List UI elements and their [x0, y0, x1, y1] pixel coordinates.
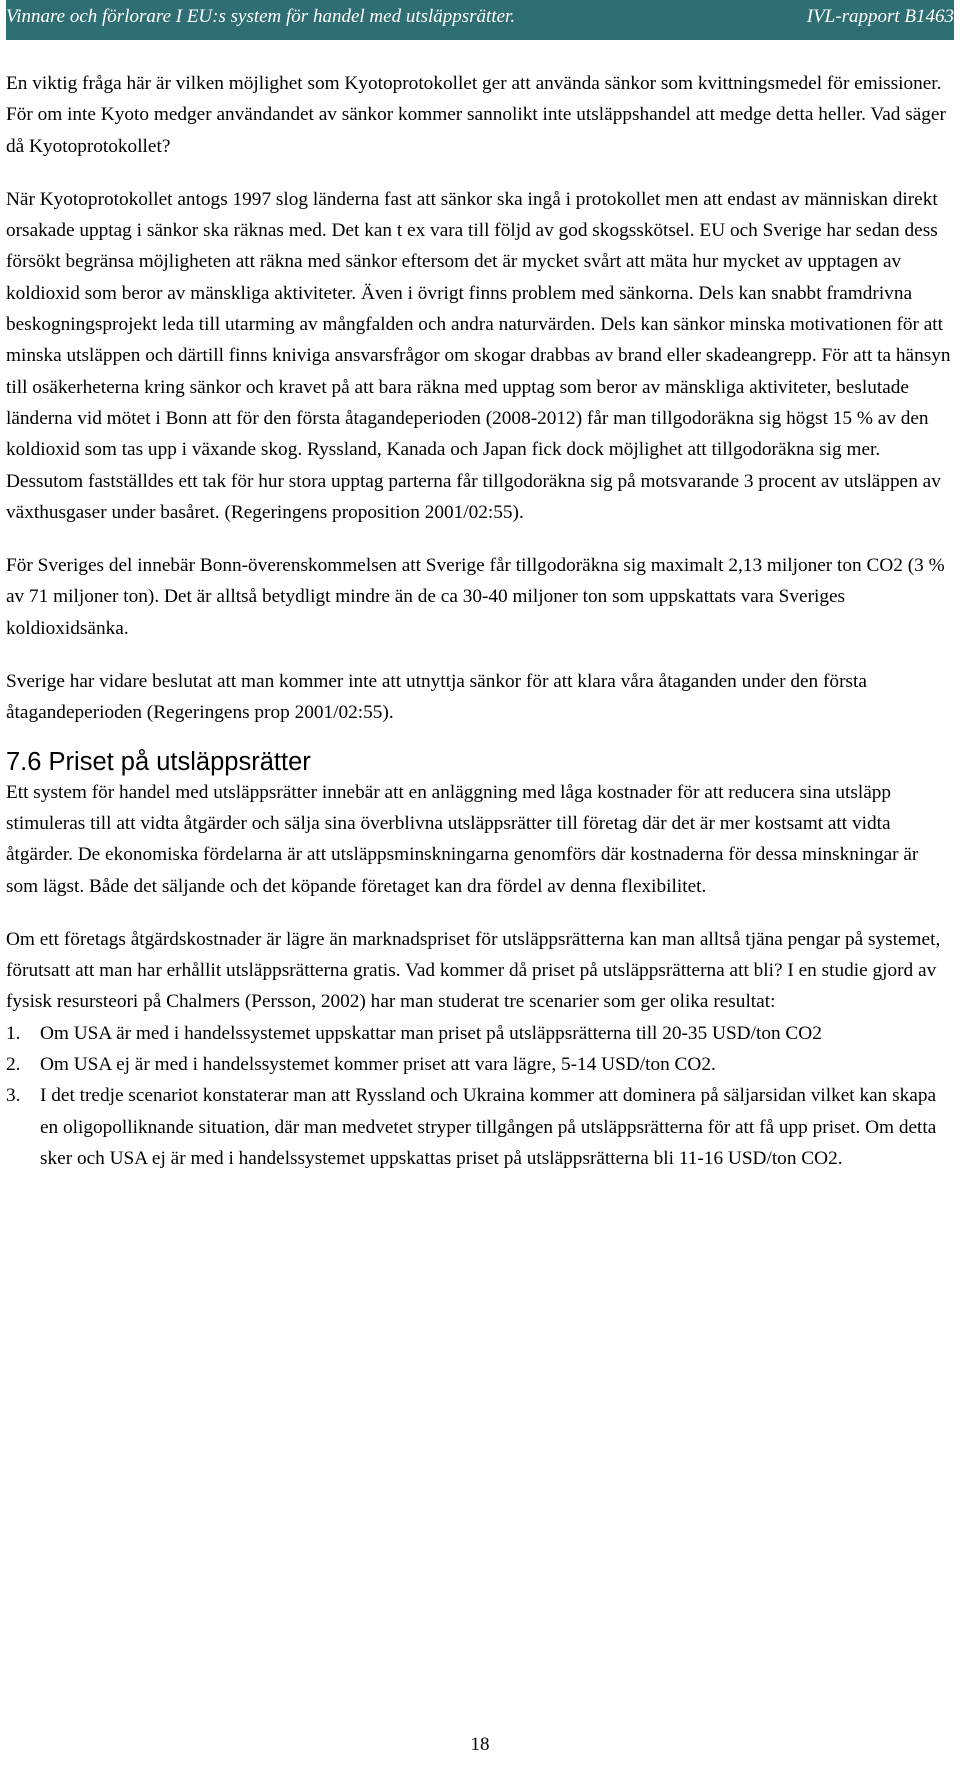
paragraph-kyoto-sinks: När Kyotoprotokollet antogs 1997 slog länderna fast att sänkor ska ingå i protokollet men att endast av människan direkt orsakade upptag i sänkor ska räknas med. Det kan t ex vara till följd av god skogsskötsel. EU och Sverige har sedan dess försökt begränsa möjligheten att räkna med sänkor eftersom det är mycket svårt att mäta hur mycket av upptagen av koldioxid som beror av mänskliga aktiviteter. Även i övrigt finns problem med sänkorna. Dels kan snabbt framdrivna beskogningsprojekt leda till utarming av mångfalden och andra naturvärden. Dels kan sänkor minska motivationen för att minska utsläppen och därtill finns kniviga ansvarsfrågor om skogar drabbas av brand eller skadeangrepp. För att ta hänsyn till osäkerheterna kring sänkor och kravet på att bara räkna med upptag som beror av mänskliga aktiviteter, beslutade länderna vid mötet i Bonn att för den första åtagandeperioden (2008-2012) får man tillgodoräkna sig högst 15 % av den koldioxid som tas upp i växande skog. Ryssland, Kanada och Japan fick dock möjlighet att tillgodoräkna sig mer. Dessutom fastställdes ett tak för hur stora upptag parterna får tillgodoräkna sig på motsvarande 3 procent av utsläppen av växthusgaser under basåret. (Regeringens proposition 2001/02:55). — [6, 188, 951, 523]
list-item — [6, 1049, 954, 1080]
list-item — [6, 1018, 954, 1049]
paragraph-trading-system: Ett system för handel med utsläppsrätter innebär att en anläggning med låga kostnader för att reducera sina utsläpp stimuleras till att vidta åtgärder och sälja sina överblivna utsläppsrätter till företag där det är mer kostsamt att vidta åtgärder. De ekonomiska fördelarna är att utsläppsminskningarna genomförs där kostnaderna för dessa minskningar är som lägst. Både det säljande och det köpande företaget kan dra fördel av denna flexibilitet. — [6, 781, 919, 897]
report-number: IVL-rapport B1463 — [806, 6, 954, 27]
paragraph-price-question: Om ett företags åtgärdskostnader är lägre än marknadspriset för utsläppsrätterna kan man alltså tjäna pengar på systemet, förutsatt att man har erhållit utsläppsrätterna gratis. Vad kommer då priset på utsläppsrätterna att bli? I en studie gjord av fysisk resursteori på Chalmers (Persson, 2002) har man studerat tre scenarier som ger olika resultat: — [6, 928, 941, 1013]
list-item — [6, 1080, 954, 1174]
page-body — [6, 68, 954, 1174]
paragraph-bonn-agreement: För Sveriges del innebär Bonn-överenskommelsen att Sverige får tillgodoräkna sig maximalt 2,13 miljoner ton CO2 (3 % av 71 miljoner ton). Det är alltså betydligt mindre än de ca 30-40 miljoner ton som uppskattats vara Sveriges koldioxidsänka. — [6, 555, 945, 639]
list-item-text: Om USA ej är med i handelssystemet kommer priset att vara lägre, 5-14 USD/ton CO2. — [40, 1054, 716, 1076]
paragraph-sweden-decision: Sverige har vidare beslutat att man kommer inte att utnyttja sänkor för att klara våra åtaganden under den första åtagandeperioden (Regeringens prop 2001/02:55). — [6, 671, 867, 724]
page-header — [6, 0, 954, 40]
list-number: 2. — [6, 1054, 21, 1076]
list-item-text: Om USA är med i handelssystemet uppskattar man priset på utsläppsrätterna till 20-35 USD/ton CO2 — [40, 1022, 822, 1044]
page-number: 18 — [470, 1734, 490, 1755]
paragraph-kyoto-question: En viktig fråga här är vilken möjlighet som Kyotoprotokollet ger att använda sänkor som kvittningsmedel för emissioner. För om inte Kyoto medger användandet av sänkor kommer sannolikt inte utsläppshandel att medge detta heller. Vad säger då Kyotoprotokollet? — [6, 73, 946, 157]
section-heading: 7.6 Priset på utsläppsrätter — [6, 747, 311, 776]
scenario-list — [6, 1018, 954, 1174]
list-number: 3. — [6, 1085, 21, 1107]
list-number: 1. — [6, 1022, 21, 1044]
list-item-text: I det tredje scenariot konstaterar man att Ryssland och Ukraina kommer att dominera på säljarsidan vilket kan skapa en oligopolliknande situation, där man medvetet stryper tillgången på utsläppsrätterna för att få upp priset. Om detta sker och USA ej är med i handelssystemet uppskattas priset på utsläppsrätterna bli 11-16 USD/ton CO2. — [40, 1085, 937, 1169]
document-title: Vinnare och förlorare I EU:s system för handel med utsläppsrätter. — [6, 6, 516, 27]
